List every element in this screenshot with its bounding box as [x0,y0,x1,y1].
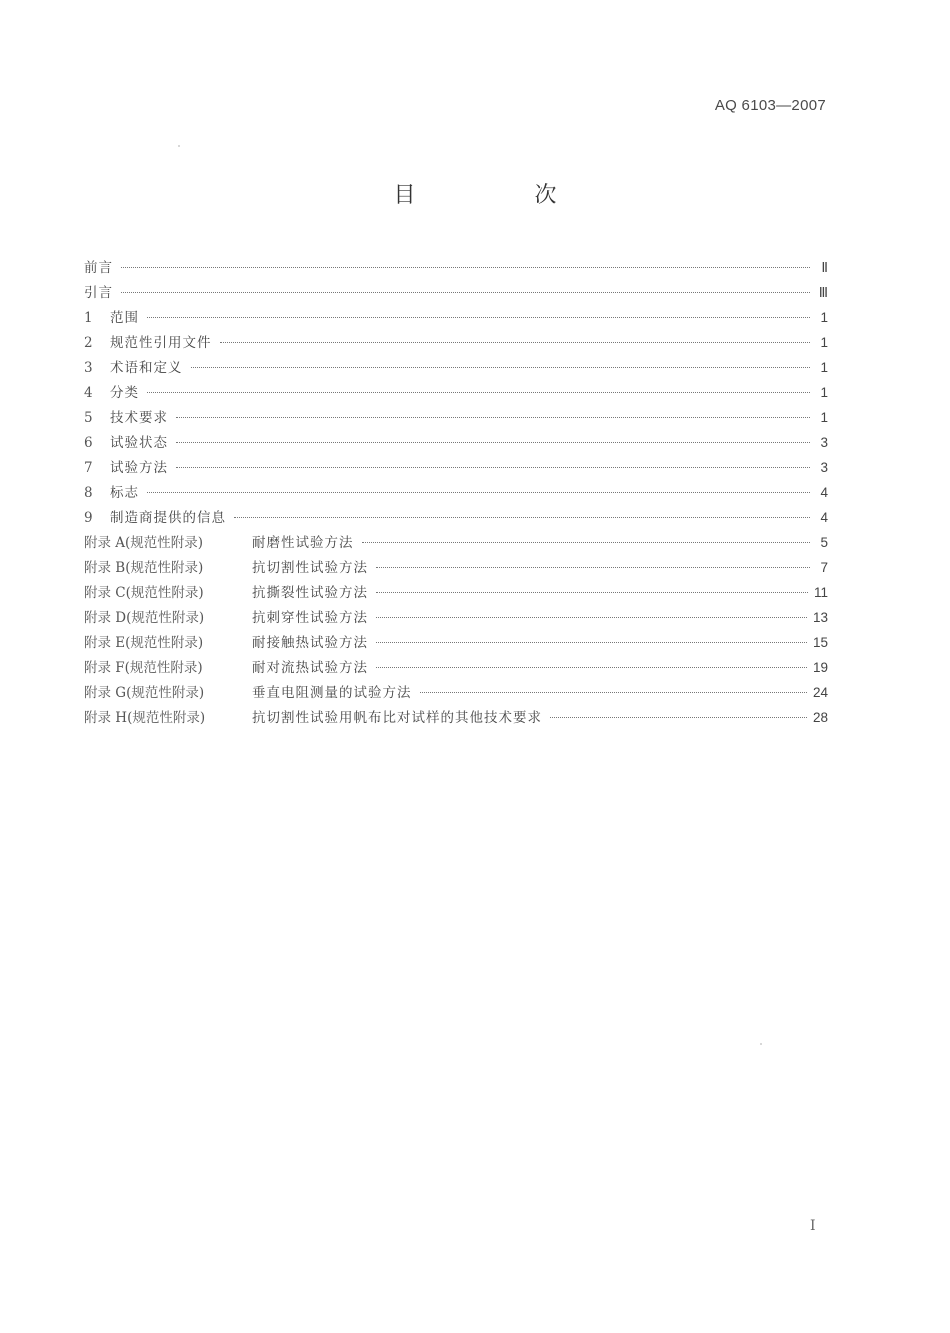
toc-entry[interactable] [84,306,828,331]
toc-entry-title: 试验方法 [110,460,168,476]
toc-entry-title: 前言 [84,260,113,276]
toc-page-number: 1 [820,410,828,425]
toc-page-number: Ⅲ [818,285,828,300]
toc-entry-title: 分类 [110,385,139,401]
toc-entry-title: 抗刺穿性试验方法 [252,610,368,626]
toc-annex-label: 附录 F(规范性附录) [84,660,203,676]
toc-entry[interactable] [84,506,828,531]
dot-leader [191,367,811,368]
toc-annex-label: 附录 B(规范性附录) [84,560,204,576]
dot-leader [176,442,810,443]
dot-leader [550,717,807,718]
toc-section-number: 9 [84,510,93,526]
toc-page-number: 11 [813,585,828,600]
toc-page-number: 24 [812,685,828,700]
toc-page-number: 1 [820,335,828,350]
dot-leader [121,267,810,268]
toc-annex-label: 附录 D(规范性附录) [84,610,205,626]
toc-page-number: 1 [820,360,828,375]
toc-section-number: 7 [84,460,93,476]
toc-entry-title: 术语和定义 [110,360,183,376]
standard-code: AQ 6103—2007 [714,97,826,114]
toc-page-number: Ⅱ [821,260,828,275]
toc-entry-title: 技术要求 [110,410,168,426]
toc-page-number: 3 [820,460,828,475]
toc-entry[interactable] [84,256,828,281]
toc-entry[interactable] [84,681,828,706]
toc-entry-title: 抗撕裂性试验方法 [252,585,368,601]
toc-page-number: 1 [820,385,828,400]
toc-annex-label: 附录 E(规范性附录) [84,635,204,651]
toc-entry[interactable] [84,356,828,381]
toc-entry-title: 耐对流热试验方法 [252,660,368,676]
toc-entry[interactable] [84,581,828,606]
dot-leader [376,567,810,568]
toc-entry[interactable] [84,656,828,681]
toc-section-number: 3 [84,360,93,376]
toc-annex-label: 附录 C(规范性附录) [84,585,204,601]
dot-leader [376,642,807,643]
dot-leader [376,617,807,618]
dot-leader [362,542,811,543]
toc-entry-title: 耐接触热试验方法 [252,635,368,651]
toc-entry[interactable] [84,456,828,481]
toc-entry-title: 范围 [110,310,139,326]
toc-page-number: 4 [820,510,828,525]
toc-page-number: 5 [820,535,828,550]
toc-entry[interactable] [84,481,828,506]
toc-entry[interactable] [84,606,828,631]
toc-annex-label: 附录 G(规范性附录) [84,685,205,701]
toc-section-number: 5 [84,410,93,426]
toc-entry[interactable] [84,706,828,731]
scan-speck [760,1043,762,1045]
toc-entry[interactable] [84,531,828,556]
toc-entry-title: 标志 [110,485,139,501]
toc-section-number: 8 [84,485,93,501]
toc-entry-title: 试验状态 [110,435,168,451]
toc-section-number: 2 [84,335,93,351]
dot-leader [376,667,807,668]
dot-leader [376,592,808,593]
toc-page-number: 3 [820,435,828,450]
toc-entry[interactable] [84,406,828,431]
toc-entry-title: 引言 [84,285,113,301]
toc-entry[interactable] [84,381,828,406]
toc-page-number: 28 [812,710,828,725]
dot-leader [147,317,810,318]
toc-section-number: 4 [84,385,93,401]
table-of-contents [84,256,828,731]
toc-annex-label: 附录 A(规范性附录) [84,535,204,551]
dot-leader [176,467,810,468]
toc-page-number: 15 [812,635,828,650]
scan-speck [178,145,180,147]
dot-leader [147,392,810,393]
toc-page-number: 19 [812,660,828,675]
toc-title: 目 次 [393,183,613,208]
toc-page-number: 7 [820,560,828,575]
dot-leader [121,292,810,293]
toc-entry-title: 抗切割性试验用帆布比对试样的其他技术要求 [252,710,542,726]
toc-page-number: 13 [812,610,828,625]
toc-entry-title: 抗切割性试验方法 [252,560,368,576]
toc-section-number: 6 [84,435,93,451]
toc-entry-title: 垂直电阻测量的试验方法 [252,685,412,701]
dot-leader [176,417,810,418]
toc-entry[interactable] [84,631,828,656]
toc-entry[interactable] [84,281,828,306]
dot-leader [420,692,807,693]
dot-leader [220,342,811,343]
toc-entry-title: 制造商提供的信息 [110,510,226,526]
toc-annex-label: 附录 H(规范性附录) [84,710,206,726]
toc-entry-title: 规范性引用文件 [110,335,212,351]
toc-page-number: 1 [820,310,828,325]
page-folio: Ⅰ [810,1218,816,1234]
toc-entry[interactable] [84,556,828,581]
toc-entry[interactable] [84,431,828,456]
toc-section-number: 1 [84,310,93,326]
dot-leader [234,517,810,518]
toc-entry[interactable] [84,331,828,356]
dot-leader [147,492,810,493]
toc-entry-title: 耐磨性试验方法 [252,535,354,551]
toc-page-number: 4 [820,485,828,500]
